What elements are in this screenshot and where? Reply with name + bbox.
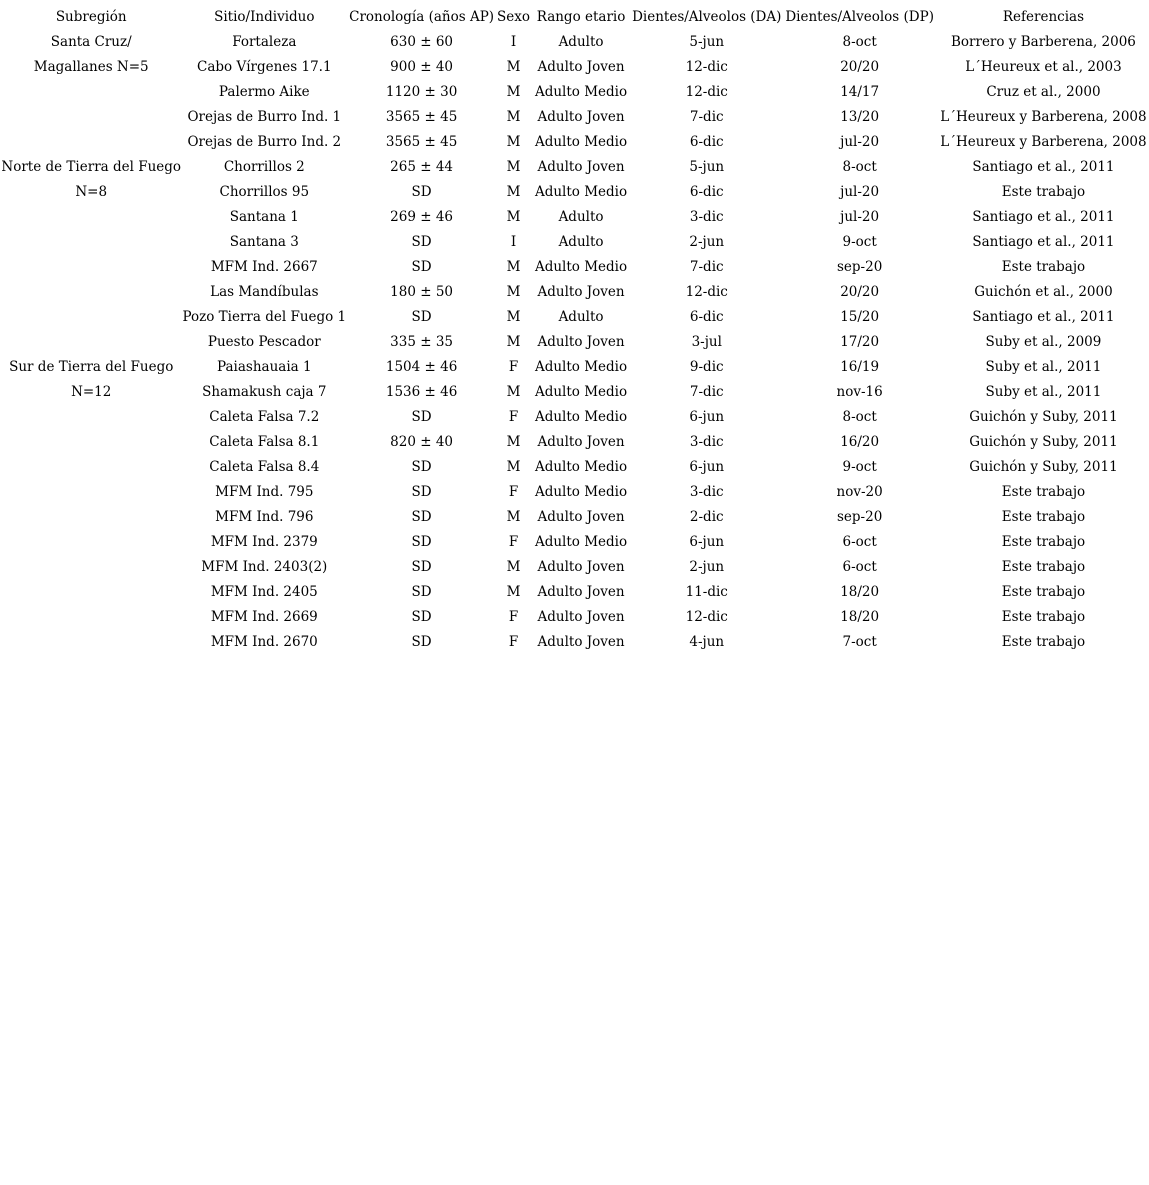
cell-site: Shamakush caja 7 — [202, 383, 327, 400]
cell-chronology: 630 ± 60 — [390, 33, 453, 50]
cell-age-range: Adulto — [558, 33, 604, 50]
cell-reference: Suby et al., 2011 — [985, 358, 1102, 375]
cell-subregion: N=12 — [71, 383, 112, 400]
table-row — [0, 29, 1149, 54]
cell-sex: M — [506, 308, 521, 325]
cell-teeth-da: 9-dic — [689, 358, 724, 375]
cell-subregion — [0, 279, 182, 304]
table-row — [0, 229, 1149, 254]
cell-teeth-da: 3-dic — [689, 483, 724, 500]
cell-teeth-dp: 20/20 — [840, 283, 880, 300]
table-body — [0, 29, 1149, 654]
cell-teeth-da: 6-dic — [689, 308, 724, 325]
cell-age-range: Adulto Joven — [537, 108, 625, 125]
cell-age-range: Adulto — [558, 233, 604, 250]
cell-chronology: SD — [411, 408, 432, 425]
cell-subregion — [0, 579, 182, 604]
table-row — [0, 429, 1149, 454]
cell-chronology: SD — [411, 483, 432, 500]
cell-age-range: Adulto Joven — [537, 608, 625, 625]
cell-sex: M — [506, 583, 521, 600]
cell-teeth-dp: jul-20 — [840, 208, 880, 225]
cell-subregion — [0, 204, 182, 229]
table-row — [0, 104, 1149, 129]
cell-site: MFM Ind. 2403(2) — [201, 558, 328, 575]
cell-teeth-da: 5-jun — [689, 158, 725, 175]
cell-sex: M — [506, 208, 521, 225]
cell-teeth-da: 2-jun — [689, 233, 725, 250]
cell-teeth-dp: 16/19 — [840, 358, 880, 375]
cell-age-range: Adulto Joven — [537, 333, 625, 350]
cell-age-range: Adulto Medio — [534, 258, 628, 275]
cell-reference: Santiago et al., 2011 — [972, 158, 1115, 175]
table-row — [0, 529, 1149, 554]
cell-reference: L´Heureux y Barberena, 2008 — [940, 108, 1147, 125]
cell-chronology: SD — [411, 183, 432, 200]
cell-age-range: Adulto Joven — [537, 283, 625, 300]
cell-subregion — [0, 304, 182, 329]
cell-reference: Suby et al., 2009 — [985, 333, 1102, 350]
cell-subregion — [0, 479, 182, 504]
cell-chronology: 820 ± 40 — [390, 433, 453, 450]
cell-subregion: Santa Cruz/ — [50, 33, 132, 50]
cell-subregion — [0, 404, 182, 429]
cell-subregion: Magallanes N=5 — [33, 58, 149, 75]
cell-chronology: SD — [411, 308, 432, 325]
cell-age-range: Adulto Medio — [534, 408, 628, 425]
cell-teeth-da: 6-jun — [689, 408, 725, 425]
cell-teeth-da: 7-dic — [689, 108, 724, 125]
cell-sex: F — [508, 358, 519, 375]
cell-site: MFM Ind. 2667 — [210, 258, 318, 275]
cell-site: Puesto Pescador — [207, 333, 321, 350]
table-row — [0, 179, 1149, 204]
cell-teeth-da: 3-dic — [689, 208, 724, 225]
cell-teeth-dp: sep-20 — [836, 508, 883, 525]
cell-reference: Este trabajo — [1001, 533, 1086, 550]
cell-teeth-dp: jul-20 — [840, 133, 880, 150]
cell-teeth-dp: nov-20 — [836, 483, 883, 500]
cell-reference: Santiago et al., 2011 — [972, 233, 1115, 250]
cell-site: Orejas de Burro Ind. 1 — [187, 108, 342, 125]
cell-chronology: 269 ± 46 — [390, 208, 453, 225]
cell-subregion — [0, 129, 182, 154]
cell-sex: M — [506, 458, 521, 475]
cell-teeth-dp: 20/20 — [840, 58, 880, 75]
cell-site: Caleta Falsa 8.4 — [209, 458, 320, 475]
cell-chronology: 1536 ± 46 — [385, 383, 458, 400]
cell-sex: M — [506, 508, 521, 525]
cell-chronology: 900 ± 40 — [390, 58, 453, 75]
cell-chronology: SD — [411, 608, 432, 625]
cell-chronology: SD — [411, 258, 432, 275]
cell-reference: Guichón y Suby, 2011 — [969, 433, 1118, 450]
cell-reference: Suby et al., 2011 — [985, 383, 1102, 400]
cell-site: Cabo Vírgenes 17.1 — [197, 58, 332, 75]
cell-teeth-dp: jul-20 — [840, 183, 880, 200]
cell-site: MFM Ind. 796 — [215, 508, 314, 525]
header-teeth-dp: Dientes/Alveolos (DP) — [785, 8, 934, 25]
cell-age-range: Adulto Joven — [537, 558, 625, 575]
cell-subregion: Sur de Tierra del Fuego — [9, 358, 174, 375]
cell-subregion — [0, 254, 182, 279]
cell-subregion — [0, 429, 182, 454]
cell-sex: I — [510, 33, 517, 50]
table-row — [0, 554, 1149, 579]
cell-reference: Guichón y Suby, 2011 — [969, 408, 1118, 425]
cell-reference: Guichón et al., 2000 — [974, 283, 1113, 300]
cell-sex: I — [510, 233, 517, 250]
cell-age-range: Adulto Joven — [537, 633, 625, 650]
table-row — [0, 154, 1149, 179]
cell-sex: F — [508, 408, 519, 425]
cell-site: Pozo Tierra del Fuego 1 — [182, 308, 347, 325]
table-row — [0, 79, 1149, 104]
cell-teeth-dp: sep-20 — [836, 258, 883, 275]
cell-sex: M — [506, 333, 521, 350]
cell-site: MFM Ind. 795 — [215, 483, 314, 500]
cell-teeth-da: 5-jun — [689, 33, 725, 50]
cell-reference: Este trabajo — [1001, 183, 1086, 200]
cell-site: Orejas de Burro Ind. 2 — [187, 133, 342, 150]
cell-teeth-dp: 16/20 — [840, 433, 880, 450]
cell-subregion — [0, 504, 182, 529]
cell-subregion — [0, 629, 182, 654]
cell-sex: F — [508, 608, 519, 625]
header-references: Referencias — [1002, 8, 1085, 25]
cell-chronology: SD — [411, 508, 432, 525]
cell-site: MFM Ind. 2670 — [210, 633, 318, 650]
table-row — [0, 504, 1149, 529]
cell-chronology: SD — [411, 633, 432, 650]
cell-site: MFM Ind. 2669 — [210, 608, 318, 625]
cell-site: Chorrillos 95 — [219, 183, 310, 200]
cell-age-range: Adulto Joven — [537, 583, 625, 600]
cell-reference: Este trabajo — [1001, 608, 1086, 625]
cell-site: Fortaleza — [232, 33, 297, 50]
cell-teeth-da: 6-jun — [689, 533, 725, 550]
cell-teeth-dp: 18/20 — [840, 608, 880, 625]
cell-reference: Santiago et al., 2011 — [972, 308, 1115, 325]
cell-age-range: Adulto Joven — [537, 433, 625, 450]
cell-reference: Este trabajo — [1001, 508, 1086, 525]
cell-teeth-dp: 15/20 — [840, 308, 880, 325]
cell-teeth-dp: 8-oct — [842, 158, 877, 175]
cell-chronology: SD — [411, 558, 432, 575]
cell-teeth-dp: 14/17 — [840, 83, 880, 100]
cell-teeth-da: 7-dic — [689, 258, 724, 275]
cell-reference: Este trabajo — [1001, 483, 1086, 500]
cell-age-range: Adulto Medio — [534, 133, 628, 150]
cell-sex: M — [506, 108, 521, 125]
cell-site: Palermo Aike — [218, 83, 310, 100]
cell-site: MFM Ind. 2405 — [210, 583, 318, 600]
cell-sex: F — [508, 483, 519, 500]
cell-age-range: Adulto Joven — [537, 58, 625, 75]
cell-site: Paiashauaia 1 — [217, 358, 312, 375]
cell-age-range: Adulto Medio — [534, 458, 628, 475]
cell-reference: Cruz et al., 2000 — [986, 83, 1101, 100]
cell-chronology: 180 ± 50 — [390, 283, 453, 300]
table-row — [0, 604, 1149, 629]
cell-sex: F — [508, 533, 519, 550]
cell-teeth-dp: 17/20 — [840, 333, 880, 350]
cell-site: MFM Ind. 2379 — [210, 533, 318, 550]
cell-subregion — [0, 104, 182, 129]
cell-chronology: 1504 ± 46 — [385, 358, 458, 375]
table-row — [0, 304, 1149, 329]
cell-subregion — [0, 229, 182, 254]
cell-subregion: N=8 — [75, 183, 108, 200]
cell-age-range: Adulto Medio — [534, 83, 628, 100]
header-site: Sitio/Individuo — [214, 8, 315, 25]
cell-teeth-da: 12-dic — [685, 83, 728, 100]
cell-sex: M — [506, 133, 521, 150]
cell-chronology: 335 ± 35 — [390, 333, 453, 350]
cell-chronology: SD — [411, 458, 432, 475]
cell-subregion — [0, 79, 182, 104]
cell-reference: Este trabajo — [1001, 633, 1086, 650]
cell-teeth-da: 3-jul — [691, 333, 722, 350]
cell-sex: F — [508, 633, 519, 650]
cell-sex: M — [506, 258, 521, 275]
cell-age-range: Adulto Medio — [534, 358, 628, 375]
cell-reference: Este trabajo — [1001, 583, 1086, 600]
cell-reference: Este trabajo — [1001, 558, 1086, 575]
cell-age-range: Adulto Joven — [537, 508, 625, 525]
table-row — [0, 254, 1149, 279]
cell-teeth-da: 4-jun — [689, 633, 725, 650]
cell-subregion: Norte de Tierra del Fuego — [1, 158, 182, 175]
cell-reference: Guichón y Suby, 2011 — [969, 458, 1118, 475]
cell-reference: L´Heureux et al., 2003 — [965, 58, 1122, 75]
cell-teeth-dp: nov-16 — [836, 383, 883, 400]
cell-reference: Santiago et al., 2011 — [972, 208, 1115, 225]
cell-chronology: SD — [411, 533, 432, 550]
cell-chronology: 3565 ± 45 — [385, 108, 458, 125]
cell-age-range: Adulto — [558, 308, 604, 325]
table-row — [0, 204, 1149, 229]
cell-teeth-da: 6-dic — [689, 183, 724, 200]
cell-teeth-da: 7-dic — [689, 383, 724, 400]
header-subregion: Subregión — [55, 8, 127, 25]
table-row — [0, 354, 1149, 379]
cell-teeth-da: 12-dic — [685, 608, 728, 625]
table-row — [0, 54, 1149, 79]
cell-chronology: SD — [411, 233, 432, 250]
cell-site: Caleta Falsa 8.1 — [209, 433, 320, 450]
cell-teeth-dp: 13/20 — [840, 108, 880, 125]
cell-teeth-da: 11-dic — [685, 583, 728, 600]
header-age-range: Rango etario — [536, 8, 626, 25]
cell-teeth-da: 3-dic — [689, 433, 724, 450]
cell-site: Santana 3 — [229, 233, 299, 250]
cell-teeth-dp: 8-oct — [842, 33, 877, 50]
cell-site: Chorrillos 2 — [223, 158, 305, 175]
cell-reference: Este trabajo — [1001, 258, 1086, 275]
cell-subregion — [0, 554, 182, 579]
cell-teeth-da: 6-dic — [689, 133, 724, 150]
cell-chronology: 3565 ± 45 — [385, 133, 458, 150]
cell-sex: M — [506, 433, 521, 450]
cell-site: Santana 1 — [229, 208, 299, 225]
cell-chronology: SD — [411, 583, 432, 600]
cell-teeth-da: 6-jun — [689, 458, 725, 475]
cell-subregion — [0, 604, 182, 629]
cell-teeth-da: 12-dic — [685, 283, 728, 300]
cell-age-range: Adulto Joven — [537, 158, 625, 175]
table-row — [0, 379, 1149, 404]
cell-teeth-dp: 7-oct — [842, 633, 877, 650]
cell-sex: M — [506, 283, 521, 300]
cell-chronology: 1120 ± 30 — [385, 83, 458, 100]
cell-teeth-da: 12-dic — [685, 58, 728, 75]
cell-age-range: Adulto Medio — [534, 533, 628, 550]
cell-subregion — [0, 529, 182, 554]
table-row — [0, 279, 1149, 304]
cell-sex: M — [506, 183, 521, 200]
table-row — [0, 129, 1149, 154]
cell-reference: L´Heureux y Barberena, 2008 — [940, 133, 1147, 150]
cell-age-range: Adulto Medio — [534, 483, 628, 500]
header-teeth-da: Dientes/Alveolos (DA) — [632, 8, 782, 25]
cell-teeth-dp: 6-oct — [842, 533, 877, 550]
table-row — [0, 329, 1149, 354]
header-chronology: Cronología (años AP) — [349, 8, 495, 25]
header-row — [0, 4, 1149, 29]
cell-site: Caleta Falsa 7.2 — [209, 408, 320, 425]
cell-teeth-dp: 18/20 — [840, 583, 880, 600]
table-row — [0, 479, 1149, 504]
cell-chronology: 265 ± 44 — [390, 158, 453, 175]
cell-sex: M — [506, 58, 521, 75]
cell-age-range: Adulto Medio — [534, 383, 628, 400]
cell-age-range: Adulto Medio — [534, 183, 628, 200]
cell-subregion — [0, 454, 182, 479]
header-sex: Sexo — [497, 8, 530, 25]
cell-sex: M — [506, 558, 521, 575]
table-row — [0, 629, 1149, 654]
cell-subregion — [0, 329, 182, 354]
table-row — [0, 404, 1149, 429]
cell-site: Las Mandíbulas — [210, 283, 319, 300]
cell-teeth-dp: 6-oct — [842, 558, 877, 575]
cell-teeth-dp: 8-oct — [842, 408, 877, 425]
cell-age-range: Adulto — [558, 208, 604, 225]
cell-teeth-da: 2-jun — [689, 558, 725, 575]
cell-teeth-da: 2-dic — [689, 508, 724, 525]
cell-reference: Borrero y Barberena, 2006 — [950, 33, 1136, 50]
cell-sex: M — [506, 158, 521, 175]
cell-teeth-dp: 9-oct — [842, 233, 877, 250]
table-row — [0, 454, 1149, 479]
data-table — [0, 4, 1149, 654]
cell-sex: M — [506, 83, 521, 100]
cell-sex: M — [506, 383, 521, 400]
cell-teeth-dp: 9-oct — [842, 458, 877, 475]
table-row — [0, 579, 1149, 604]
